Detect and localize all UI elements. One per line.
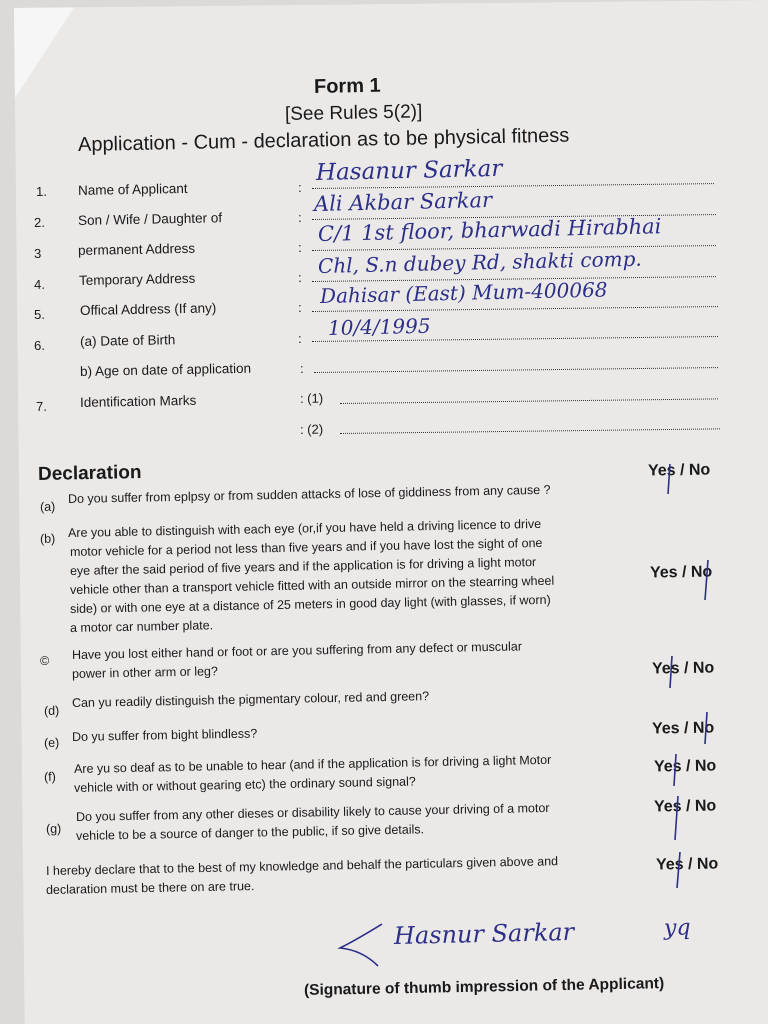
question-line: vehicle with or without gearing etc) the ordinary sound signal? bbox=[73, 774, 416, 795]
field-label: Name of Applicant bbox=[77, 180, 188, 198]
answer-yes-no: Yes / No bbox=[649, 563, 713, 582]
question-letter: (e) bbox=[43, 735, 60, 750]
field-colon: : bbox=[297, 269, 302, 285]
field-label: Son / Wife / Daughter of bbox=[77, 210, 223, 228]
field-number: 6. bbox=[33, 337, 45, 353]
answer-yes-no: Yes / No bbox=[651, 659, 715, 678]
question-letter: © bbox=[39, 653, 50, 668]
field-number: 2. bbox=[33, 214, 45, 230]
field-number: 4. bbox=[33, 276, 45, 292]
question-line: Do you suffer from eplpsy or from sudden attacks of lose of giddiness from any cause ? bbox=[67, 482, 551, 506]
folded-corner bbox=[14, 7, 75, 98]
field-number: 7. bbox=[35, 398, 47, 414]
field-colon: : (1) bbox=[299, 390, 324, 406]
declaration-heading: Declaration bbox=[37, 462, 142, 485]
field-label: Temporary Address bbox=[78, 270, 196, 288]
field-colon: : bbox=[297, 209, 302, 225]
question-letter: (f) bbox=[43, 769, 56, 784]
question-line: Do yu suffer from bight blindless? bbox=[71, 726, 258, 744]
answer-yes-no: Yes / No bbox=[653, 757, 717, 776]
answer-yes-no: Yes / No bbox=[655, 855, 719, 874]
field-colon: : bbox=[299, 360, 304, 376]
rules-reference: [See Rules 5(2)] bbox=[284, 101, 423, 125]
question-line: Can yu readily distinguish the pigmentary colour, red and green? bbox=[71, 689, 430, 710]
field-label: Identification Marks bbox=[79, 392, 197, 410]
question-line: power in other arm or leg? bbox=[71, 664, 219, 681]
field-label: Offical Address (If any) bbox=[79, 300, 217, 318]
question-line: Are yu so deaf as to be unable to hear (and if the application is for driving a light Motor bbox=[73, 752, 552, 776]
name-of-applicant-value: Hasanur Sarkar bbox=[315, 155, 503, 186]
official-address-value: Dahisar (East) Mum-400068 bbox=[319, 277, 608, 308]
question-line: Are you able to distinguish with each eye (or,if you have held a driving licence to drive bbox=[67, 516, 542, 540]
field-label: b) Age on date of application bbox=[79, 360, 252, 379]
field-colon: : bbox=[297, 239, 302, 255]
question-letter: (g) bbox=[45, 821, 62, 836]
answer-yes-no: Yes / No bbox=[651, 719, 715, 738]
question-line: Have you lost either hand or foot or are you suffering from any defect or muscular bbox=[71, 639, 523, 662]
question-line: a motor car number plate. bbox=[69, 618, 214, 635]
field-colon: : bbox=[297, 179, 302, 195]
field-colon: : bbox=[297, 330, 302, 346]
field-number: 1. bbox=[35, 183, 47, 199]
field-colon: : bbox=[297, 299, 302, 315]
handwritten-initials: yq bbox=[663, 915, 691, 941]
permanent-address-value: C/1 1st floor, bharwadi Hirabhai bbox=[317, 214, 662, 246]
statement-line: declaration must be there on are true. bbox=[45, 878, 255, 897]
question-line: Do you suffer from any other dieses or disability likely to cause your driving of a motor bbox=[75, 800, 550, 824]
question-line: vehicle other than a transport vehicle fitted with an outside mirror on the stearring wheel bbox=[69, 573, 555, 597]
field-number: 3 bbox=[33, 245, 42, 261]
field-colon: : (2) bbox=[299, 421, 324, 437]
parent-name-value: Ali Akbar Sarkar bbox=[313, 187, 493, 216]
answer-yes-no: Yes / No bbox=[653, 797, 717, 816]
question-line: side) or with one eye at a distance of 25 meters in good day light (with glasses, if worn) bbox=[69, 592, 551, 616]
question-line: motor vehicle for a period not less than five years and if you have lost the sight of one bbox=[69, 535, 543, 559]
answer-yes-no: Yes / No bbox=[647, 461, 711, 480]
date-of-birth-value: 10/4/1995 bbox=[327, 313, 431, 340]
signature-caption: (Signature of thumb impression of the Applicant) bbox=[303, 975, 665, 999]
temporary-address-value: Chl, S.n dubey Rd, shakti comp. bbox=[317, 246, 642, 278]
statement-line: I hereby declare that to the best of my knowledge and behalf the particulars given above and bbox=[45, 854, 559, 878]
form-title: Form 1 bbox=[313, 74, 381, 98]
field-label: (a) Date of Birth bbox=[79, 332, 176, 349]
question-letter: (a) bbox=[39, 499, 56, 514]
handwritten-signature: Hasnur Sarkar bbox=[393, 917, 575, 950]
question-letter: (b) bbox=[39, 531, 56, 546]
question-line: vehicle to be a source of danger to the public, if so give details. bbox=[75, 822, 425, 843]
question-letter: (d) bbox=[43, 703, 60, 718]
field-label: permanent Address bbox=[77, 240, 196, 258]
field-number: 5. bbox=[33, 306, 45, 322]
form-heading: Application - Cum - declaration as to be physical fitness bbox=[77, 124, 570, 156]
question-line: eye after the said period of five years and if the application is for driving a light motor bbox=[69, 555, 537, 578]
